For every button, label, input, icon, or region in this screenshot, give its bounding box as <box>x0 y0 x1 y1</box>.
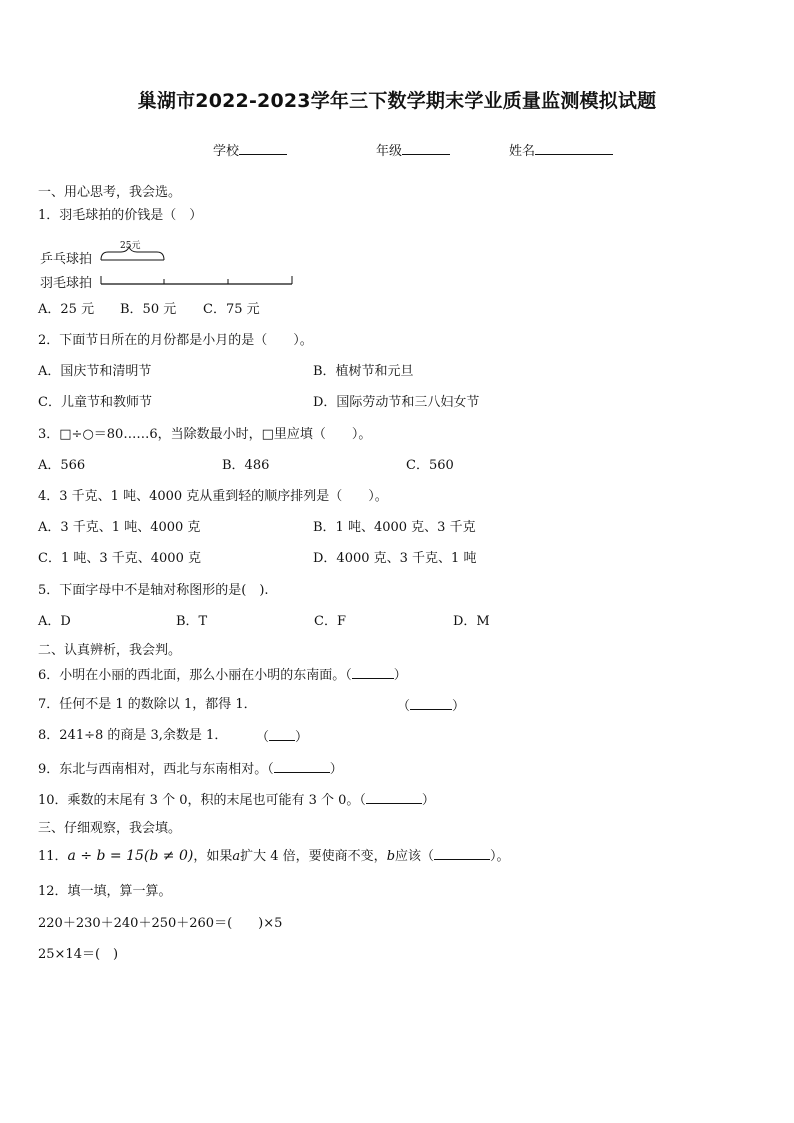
figure-segment-diagram <box>38 238 308 290</box>
grade-blank[interactable] <box>402 142 450 155</box>
question-6 <box>38 666 407 684</box>
question-11-text-c: 应该（ <box>395 849 435 864</box>
q3-option-a[interactable]: A．566 <box>38 458 86 473</box>
question-9-text: 9．东北与西南相对，西北与东南相对。（ <box>38 762 274 777</box>
question-8-open: （ <box>256 730 270 745</box>
question-7-close: ） <box>452 699 466 714</box>
question-12-line-1: 220＋230＋240＋250＋260＝( )×5 <box>38 916 283 931</box>
q1-option-a[interactable]: A．25 元 <box>38 302 95 317</box>
grade-label: 年级 <box>376 144 403 159</box>
question-9-close: ） <box>329 762 343 777</box>
question-11-var-b: b <box>386 849 396 864</box>
question-11-number: 11． <box>38 849 68 864</box>
question-12-line-2: 25×14＝( ) <box>38 947 119 962</box>
question-1-stem: 1．羽毛球拍的价钱是（ ） <box>38 208 203 223</box>
question-7-text: 7．任何不是 1 的数除以 1，都得 1． <box>38 697 257 712</box>
school-field <box>213 142 287 160</box>
q3-option-c[interactable]: C．560 <box>406 458 454 473</box>
question-7-blank[interactable] <box>410 697 452 710</box>
q5-option-a[interactable]: A．D <box>38 614 71 629</box>
question-1-figure <box>38 238 308 290</box>
question-11-blank[interactable] <box>434 847 490 860</box>
figure-brace-label: 25元 <box>120 241 141 251</box>
question-10 <box>38 791 435 809</box>
q2-option-d[interactable]: D．国际劳动节和三八妇女节 <box>313 395 480 410</box>
q4-option-c[interactable]: C．1 吨、3 千克、4000 克 <box>38 551 201 566</box>
q4-option-b[interactable]: B．1 吨、4000 克、3 千克 <box>313 520 476 535</box>
name-field <box>509 142 613 160</box>
q5-option-c[interactable]: C．F <box>314 614 346 629</box>
q1-option-c[interactable]: C．75 元 <box>203 302 260 317</box>
question-7-answer <box>397 697 465 715</box>
question-2-stem: 2．下面节日所在的月份都是小月的是（ ）。 <box>38 333 313 348</box>
question-7-open: （ <box>397 699 411 714</box>
question-11-formula: a ÷ b = 15(b ≠ 0) <box>67 848 194 864</box>
page-title: 巢湖市2022-2023学年三下数学期末学业质量监测模拟试题 <box>137 90 657 112</box>
grade-field <box>376 142 450 160</box>
question-9 <box>38 760 343 778</box>
question-10-close: ） <box>421 793 435 808</box>
name-blank[interactable] <box>535 142 613 155</box>
q5-option-d[interactable]: D．M <box>453 614 490 629</box>
q4-option-d[interactable]: D．4000 克、3 千克、1 吨 <box>313 551 477 566</box>
question-3-stem: 3．□÷○＝80……6，当除数最小时，□里应填（ ）。 <box>38 427 372 442</box>
question-8-answer <box>256 728 308 746</box>
q2-option-b[interactable]: B．植树节和元旦 <box>313 364 414 379</box>
section-heading-1: 一、用心思考，我会选。 <box>38 185 182 200</box>
q1-option-b[interactable]: B．50 元 <box>120 302 177 317</box>
figure-row2-label: 羽毛球拍 <box>40 276 93 291</box>
question-11-var-a: a <box>232 849 241 864</box>
question-10-text: 10．乘数的末尾有 3 个 0，积的末尾也可能有 3 个 0。（ <box>38 793 366 808</box>
question-9-blank[interactable] <box>274 760 330 773</box>
question-8-text: 8．241÷8 的商是 3,余数是 1． <box>38 728 228 743</box>
section-heading-2: 二、认真辨析，我会判。 <box>38 643 182 658</box>
figure-brace <box>101 247 164 260</box>
question-11-text-b: 扩大 4 倍，要使商不变， <box>240 849 387 864</box>
q4-option-a[interactable]: A．3 千克、1 吨、4000 克 <box>38 520 201 535</box>
name-label: 姓名 <box>509 144 536 159</box>
question-8-blank[interactable] <box>269 728 295 741</box>
question-8-close: ） <box>295 730 309 745</box>
question-6-blank[interactable] <box>352 666 394 679</box>
question-6-close: ） <box>393 668 407 683</box>
q5-option-b[interactable]: B．T <box>176 614 208 629</box>
school-blank[interactable] <box>239 142 287 155</box>
school-label: 学校 <box>213 144 240 159</box>
q2-option-a[interactable]: A．国庆节和清明节 <box>38 364 152 379</box>
section-heading-3: 三、仔细观察，我会填。 <box>38 821 182 836</box>
question-4-stem: 4．3 千克、1 吨、4000 克从重到轻的顺序排列是（ ）。 <box>38 489 388 504</box>
question-12-stem: 12．填一填，算一算。 <box>38 884 172 899</box>
question-11-close: ）。 <box>490 849 510 864</box>
question-11-text-a: ，如果 <box>193 849 233 864</box>
figure-row1-label: 乒乓球拍 <box>40 252 93 267</box>
question-6-text: 6．小明在小丽的西北面，那么小丽在小明的东南面。（ <box>38 668 352 683</box>
question-10-blank[interactable] <box>366 791 422 804</box>
question-11 <box>38 847 510 865</box>
question-5-stem: 5．下面字母中不是轴对称图形的是( ). <box>38 583 269 598</box>
q3-option-b[interactable]: B．486 <box>222 458 270 473</box>
q2-option-c[interactable]: C．儿童节和教师节 <box>38 395 152 410</box>
